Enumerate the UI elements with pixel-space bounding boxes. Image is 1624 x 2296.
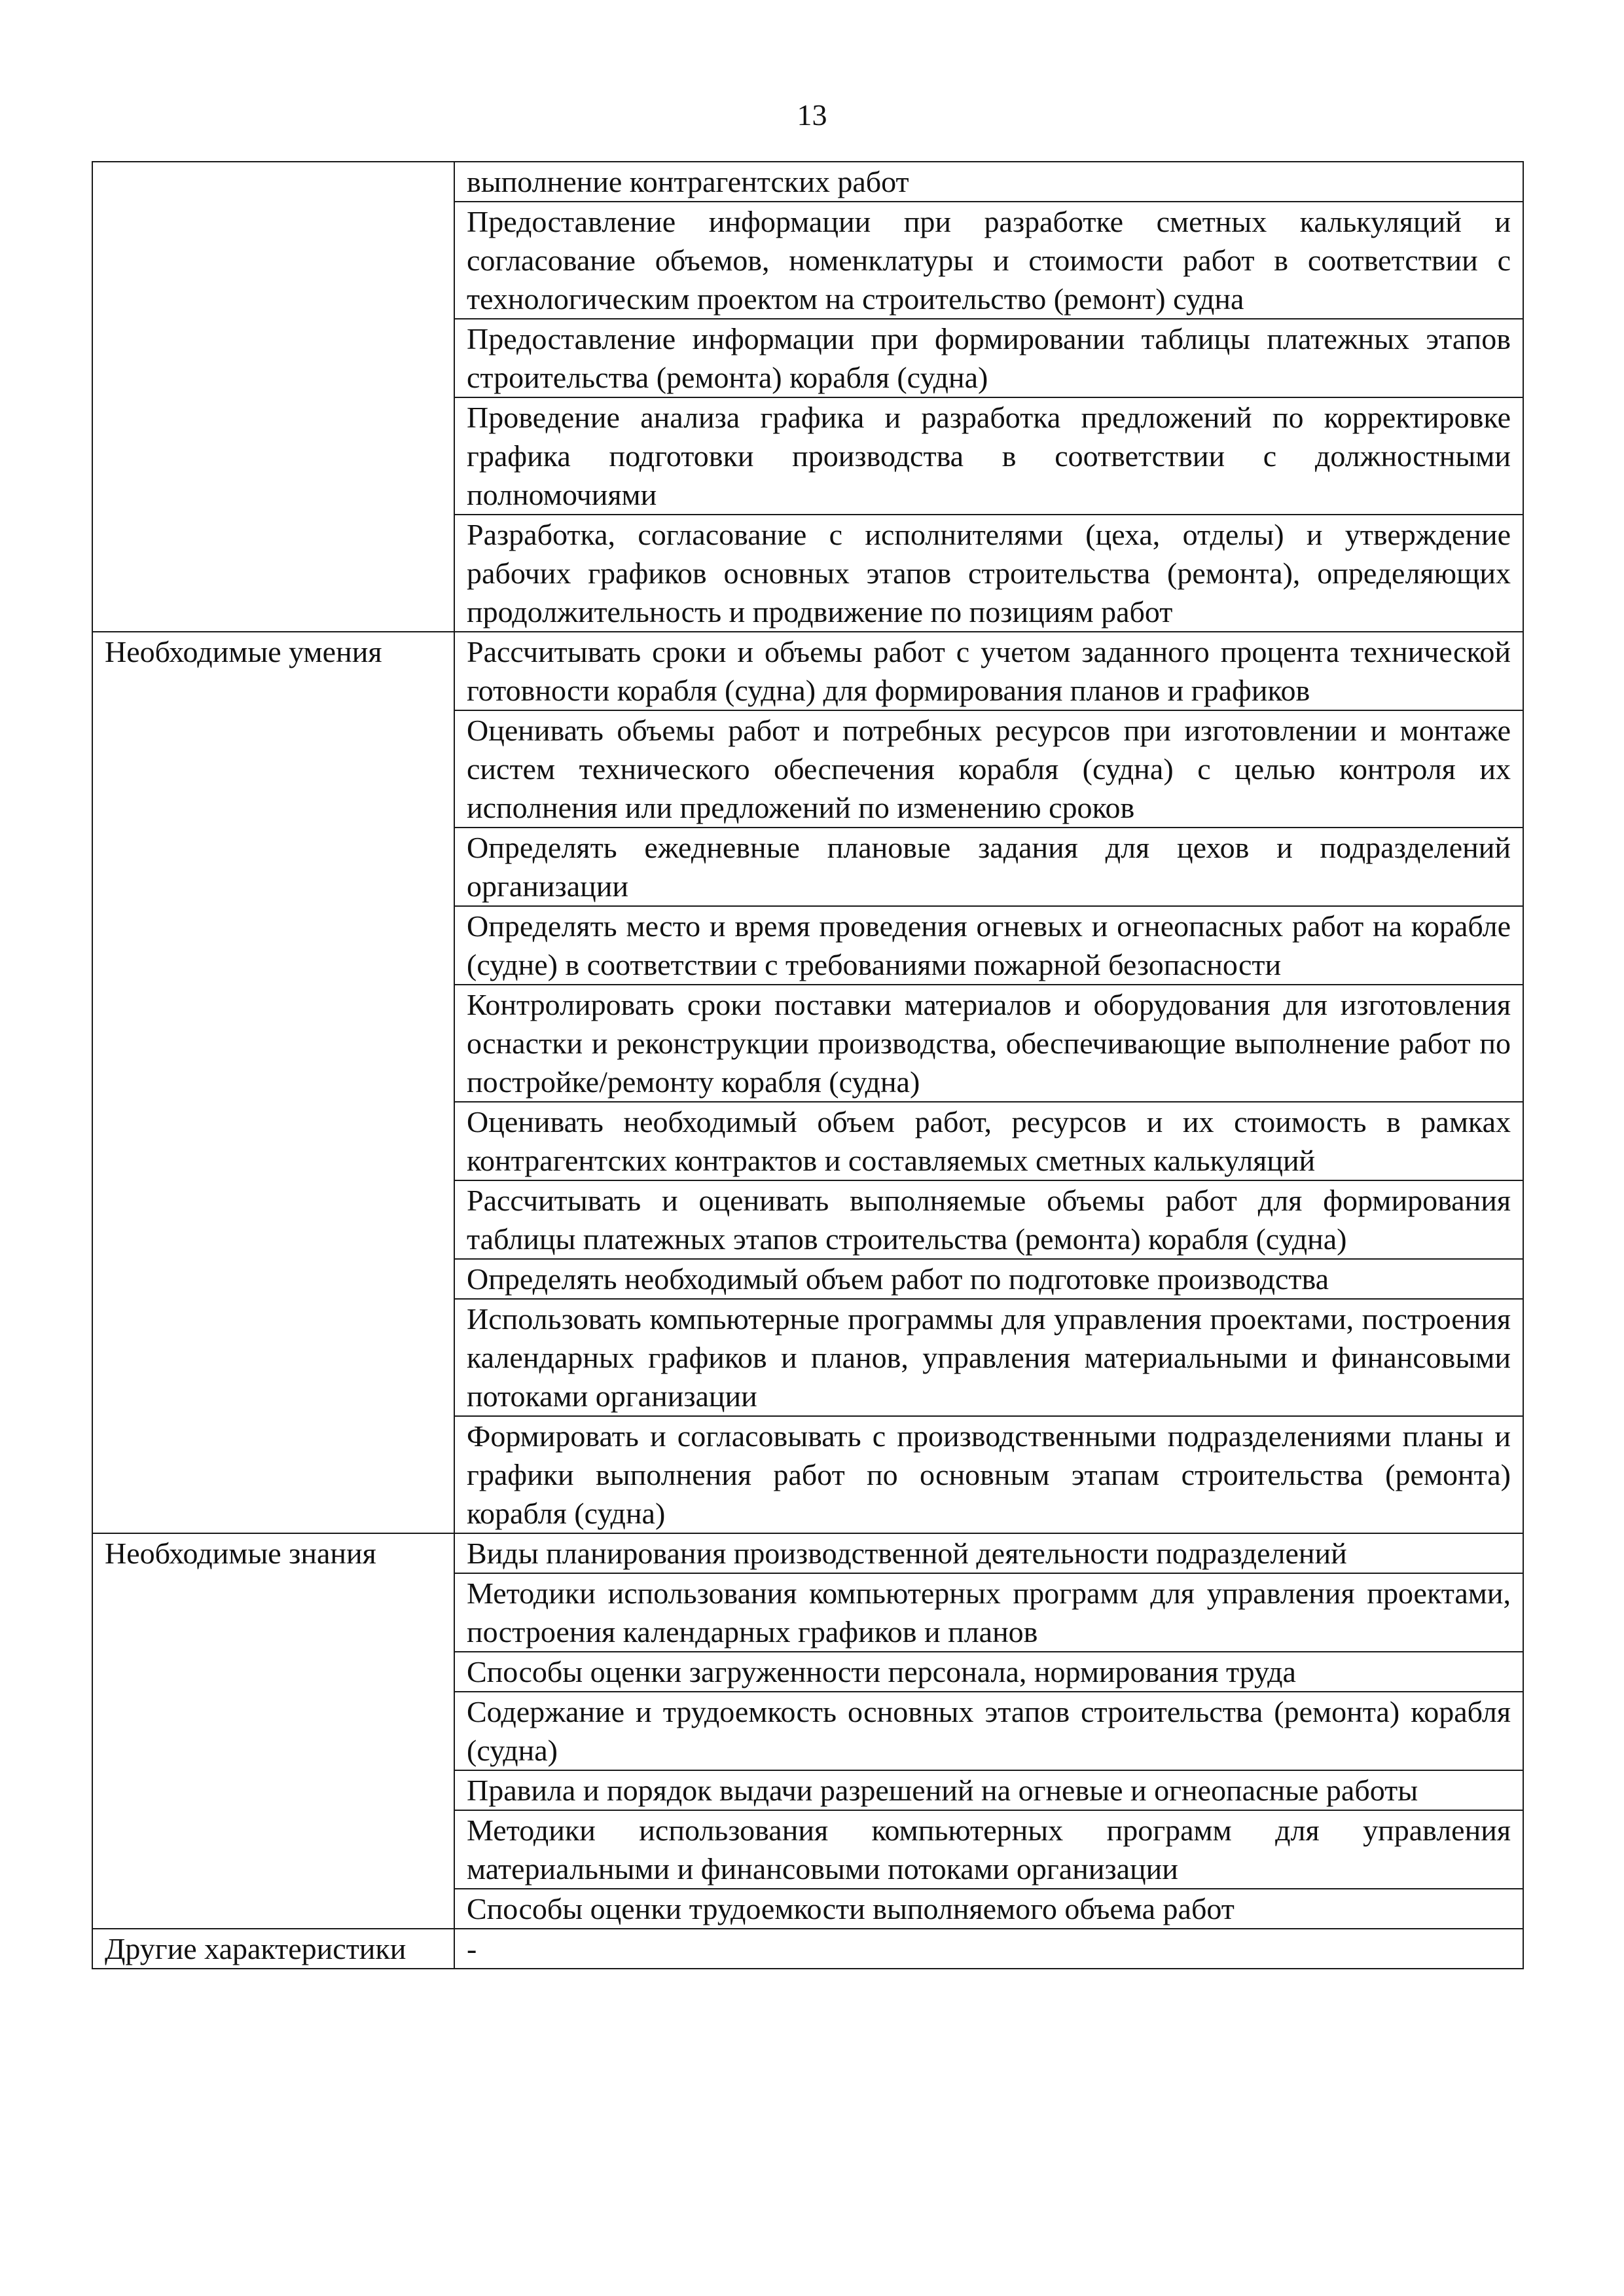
section-item: Рассчитывать сроки и объемы работ с учетом заданного процента технической готовности корабля (судна) для формирования планов и графиков: [454, 632, 1523, 710]
section-item: Предоставление информации при разработке сметных калькуляций и согласование объемов, номенклатуры и стоимости работ в соответствии с технологическим проектом на строительство (ремонт) судна: [454, 202, 1523, 319]
table-row: [92, 632, 1523, 710]
job-description-table: [92, 161, 1524, 1969]
section-item: Предоставление информации при формировании таблицы платежных этапов строительства (ремонта) корабля (судна): [454, 319, 1523, 397]
section-item: Разработка, согласование с исполнителями (цеха, отделы) и утверждение рабочих графиков основных этапов строительства (ремонта), определяющих продолжительность и продвижение по позициям работ: [454, 515, 1523, 632]
section-item: Содержание и трудоемкость основных этапов строительства (ремонта) корабля (судна): [454, 1692, 1523, 1770]
section-item: -: [454, 1929, 1523, 1969]
section-item: Оценивать необходимый объем работ, ресурсов и их стоимость в рамках контрагентских контрактов и составляемых сметных калькуляций: [454, 1102, 1523, 1180]
section-item: Определять ежедневные плановые задания для цехов и подразделений организации: [454, 828, 1523, 906]
section-item: Рассчитывать и оценивать выполняемые объемы работ для формирования таблицы платежных этапов строительства (ремонта) корабля (судна): [454, 1180, 1523, 1259]
section-label: Необходимые умения: [92, 632, 454, 1533]
section-label: Другие характеристики: [92, 1929, 454, 1969]
section-label: [92, 162, 454, 632]
section-item: Оценивать объемы работ и потребных ресурсов при изготовлении и монтаже систем технического обеспечения корабля (судна) с целью контроля их исполнения или предложений по изменению сроков: [454, 710, 1523, 828]
table-row: [92, 162, 1523, 202]
section-item: Формировать и согласовывать с производственными подразделениями планы и графики выполнения работ по основным этапам строительства (ремонта) корабля (судна): [454, 1416, 1523, 1533]
table-body: [92, 162, 1523, 1969]
section-item: Контролировать сроки поставки материалов и оборудования для изготовления оснастки и реконструкции производства, обеспечивающие выполнение работ по постройке/ремонту корабля (судна): [454, 985, 1523, 1102]
section-item: Определять место и время проведения огневых и огнеопасных работ на корабле (судне) в соответствии с требованиями пожарной безопасности: [454, 906, 1523, 985]
section-item: Использовать компьютерные программы для управления проектами, построения календарных графиков и планов, управления материальными и финансовыми потоками организации: [454, 1299, 1523, 1416]
section-item: Правила и порядок выдачи разрешений на огневые и огнеопасные работы: [454, 1770, 1523, 1810]
section-item: Способы оценки загруженности персонала, нормирования труда: [454, 1652, 1523, 1692]
page-number: 13: [797, 98, 827, 132]
table-row: [92, 1533, 1523, 1573]
section-item: Методики использования компьютерных программ для управления материальными и финансовыми потоками организации: [454, 1810, 1523, 1889]
table-row: [92, 1929, 1523, 1969]
section-item: выполнение контрагентских работ: [454, 162, 1523, 202]
section-item: Виды планирования производственной деятельности подразделений: [454, 1533, 1523, 1573]
section-item: Проведение анализа графика и разработка предложений по корректировке графика подготовки производства в соответствии с должностными полномочиями: [454, 397, 1523, 515]
section-item: Способы оценки трудоемкости выполняемого объема работ: [454, 1889, 1523, 1929]
section-item: Методики использования компьютерных программ для управления проектами, построения календарных графиков и планов: [454, 1573, 1523, 1652]
section-label: Необходимые знания: [92, 1533, 454, 1929]
section-item: Определять необходимый объем работ по подготовке производства: [454, 1259, 1523, 1299]
